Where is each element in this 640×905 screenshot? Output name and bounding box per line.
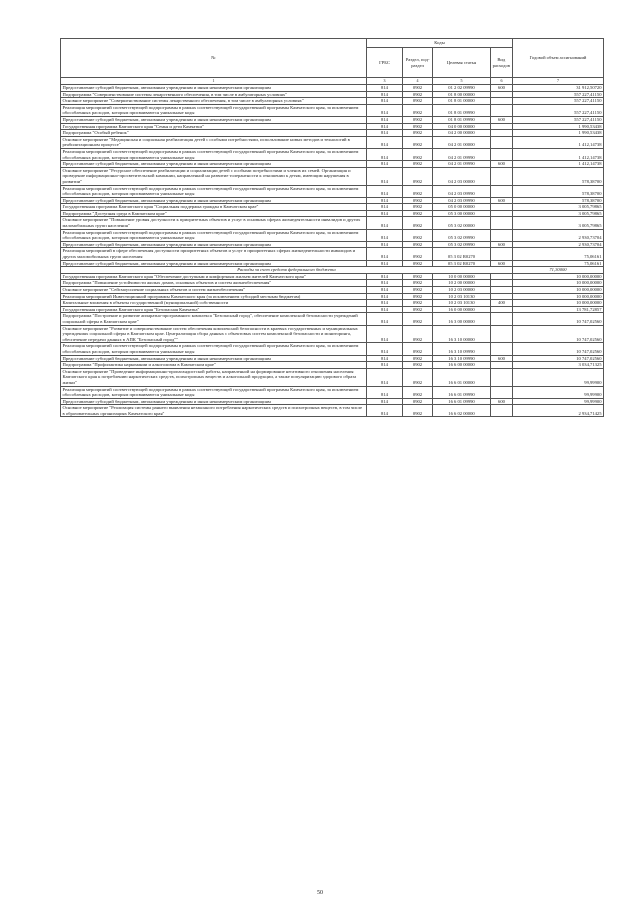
header-razdel: Раздел, под-раздел xyxy=(403,48,433,77)
row-amount: 10 000,00000 xyxy=(513,280,604,287)
row-name: Реализация мероприятий соответствующей подпрограммы в рамках соответствующей государственной программы Камчатского края, за исключением обособленных расходов, которым присваиваются уникальные коды xyxy=(61,386,367,398)
row-grbs: 814 xyxy=(367,204,403,211)
row-amount: 2 930,73704 xyxy=(513,229,604,241)
header-grbs: ГРБС xyxy=(367,48,403,77)
row-name: Предоставление субсидий бюджетным, автономным учреждениям и иным некоммерческим организациям xyxy=(61,355,367,362)
col-num-7: 7 xyxy=(513,78,604,85)
row-amount: 10 000,00000 xyxy=(513,293,604,300)
row-name: Реализация мероприятий соответствующей подпрограммы в рамках соответствующей государственной программы Камчатского края, за исключением обособленных расходов, которым присваиваются уникальные коды xyxy=(61,104,367,116)
row-razdel: 0902 xyxy=(403,260,433,267)
table-header-row xyxy=(61,39,604,78)
row-amount: 10 000,00000 xyxy=(513,287,604,294)
table-row xyxy=(61,260,604,267)
table-row xyxy=(61,313,604,325)
table-row xyxy=(61,405,604,417)
row-grbs: 814 xyxy=(367,287,403,294)
row-grbs: 814 xyxy=(367,260,403,267)
row-grbs: 814 xyxy=(367,91,403,98)
row-vid: 600 xyxy=(491,398,513,405)
table-row xyxy=(61,217,604,229)
row-vid xyxy=(491,325,513,343)
table-note-row xyxy=(61,267,604,274)
row-vid xyxy=(491,343,513,355)
row-name: Государственная программа Камчатского края "Обеспечение доступным и комфортным жильем жителей Камчатского края" xyxy=(61,273,367,280)
table-row xyxy=(61,368,604,386)
row-vid: 600 xyxy=(491,260,513,267)
column-number-row xyxy=(61,78,604,85)
row-amount: 1 412,14738 xyxy=(513,136,604,148)
row-amount: 1 412,14738 xyxy=(513,161,604,168)
row-grbs: 814 xyxy=(367,313,403,325)
row-target: 16 3 10 09990 xyxy=(433,343,491,355)
row-razdel: 0902 xyxy=(403,229,433,241)
row-razdel: 0902 xyxy=(403,293,433,300)
row-amount: 10 000,00000 xyxy=(513,300,604,307)
row-name: Предоставление субсидий бюджетным, автономным учреждениям и иным некоммерческим организациям xyxy=(61,398,367,405)
row-target: 10 2 03 10130 xyxy=(433,300,491,307)
row-name: Подпрограмма "Особый ребенок" xyxy=(61,130,367,137)
row-vid xyxy=(491,167,513,185)
row-amount: 10 747,02560 xyxy=(513,355,604,362)
row-vid xyxy=(491,362,513,369)
note-text: Расходы за счет средств федерального бюджета xyxy=(61,267,513,274)
row-target: 01 8 01 09990 xyxy=(433,104,491,116)
header-codes xyxy=(367,39,513,78)
row-razdel: 0902 xyxy=(403,405,433,417)
row-name: Предоставление субсидий бюджетным, автономным учреждениям и иным некоммерческим организациям xyxy=(61,161,367,168)
row-amount: 578,38700 xyxy=(513,167,604,185)
row-vid xyxy=(491,386,513,398)
table-row xyxy=(61,197,604,204)
row-target: 05 3 02 R0270 xyxy=(433,260,491,267)
row-razdel: 0902 xyxy=(403,241,433,248)
table-row xyxy=(61,398,604,405)
row-name: Реализация мероприятий соответствующей подпрограммы в рамках соответствующей государственной программы Камчатского края, за исключением обособленных расходов, которым присваиваются уникальные коды xyxy=(61,343,367,355)
row-razdel: 0902 xyxy=(403,287,433,294)
row-vid xyxy=(491,293,513,300)
row-name: Капитальные вложения в объекты государственной (муниципальной) собственности xyxy=(61,300,367,307)
row-name: Подпрограмма "Профилактика наркомании и алкоголизма в Камчатском крае" xyxy=(61,362,367,369)
row-amount: 578,38700 xyxy=(513,185,604,197)
table-row xyxy=(61,386,604,398)
row-razdel: 0902 xyxy=(403,217,433,229)
row-grbs: 814 xyxy=(367,405,403,417)
table-row xyxy=(61,123,604,130)
row-name: Основное мероприятие "Медицинская и социальная реабилитация детей с особыми потребностями, использование новых методов и технологий в реабилитационном процессе" xyxy=(61,136,367,148)
row-target: 04 2 03 09990 xyxy=(433,185,491,197)
row-razdel: 0902 xyxy=(403,123,433,130)
row-target: 01 8 00 00000 xyxy=(433,91,491,98)
table-row xyxy=(61,204,604,211)
table-row xyxy=(61,362,604,369)
row-vid: 600 xyxy=(491,116,513,123)
row-vid xyxy=(491,273,513,280)
row-vid xyxy=(491,229,513,241)
row-grbs: 814 xyxy=(367,197,403,204)
row-amount: 3 005,79865 xyxy=(513,204,604,211)
budget-sheet xyxy=(60,38,603,876)
row-target: 16 3 00 00000 xyxy=(433,313,491,325)
row-name: Реализация мероприятий соответствующей подпрограммы в рамках соответствующей государственной программы Камчатского края, за исключением обособленных расходов, которым присваиваются уникальные коды xyxy=(61,148,367,160)
row-name: Реализация мероприятий соответствующей подпрограммы в рамках соответствующей государственной программы Камчатского края, за исключением обособленных расходов, которым присваиваются уникальные коды xyxy=(61,229,367,241)
row-amount: 2 930,73704 xyxy=(513,241,604,248)
row-razdel: 0902 xyxy=(403,210,433,217)
row-grbs: 814 xyxy=(367,248,403,260)
table-row xyxy=(61,325,604,343)
row-name: Государственная программа Камчатского края "Безопасная Камчатка" xyxy=(61,306,367,313)
row-target: 05 3 02 R0270 xyxy=(433,248,491,260)
table-row xyxy=(61,273,604,280)
row-target: 10 0 00 00000 xyxy=(433,273,491,280)
row-razdel: 0902 xyxy=(403,280,433,287)
row-name: Подпрограмма "Повышение устойчивости жилых домов, основных объектов и систем жизнеобеспечения" xyxy=(61,280,367,287)
row-razdel: 0902 xyxy=(403,204,433,211)
col-num-5: 5 xyxy=(433,78,491,85)
row-vid xyxy=(491,148,513,160)
row-amount: 1 412,14738 xyxy=(513,148,604,160)
row-name: Предоставление субсидий бюджетным, автономным учреждениям и иным некоммерческим организациям xyxy=(61,85,367,92)
row-grbs: 814 xyxy=(367,161,403,168)
row-razdel: 0902 xyxy=(403,386,433,398)
row-razdel: 0902 xyxy=(403,98,433,105)
row-amount: 3 005,79865 xyxy=(513,210,604,217)
col-num-3: 3 xyxy=(367,78,403,85)
row-grbs: 814 xyxy=(367,167,403,185)
row-vid xyxy=(491,123,513,130)
row-name: Предоставление субсидий бюджетным, автономным учреждениям и иным некоммерческим организациям xyxy=(61,260,367,267)
table-row xyxy=(61,287,604,294)
row-razdel: 0902 xyxy=(403,368,433,386)
row-vid xyxy=(491,280,513,287)
row-target: 05 0 00 00000 xyxy=(433,204,491,211)
row-target: 10 2 00 00000 xyxy=(433,280,491,287)
row-vid xyxy=(491,313,513,325)
table-row xyxy=(61,306,604,313)
row-amount: 10 747,02560 xyxy=(513,343,604,355)
row-target: 16 0 00 00000 xyxy=(433,306,491,313)
table-row xyxy=(61,293,604,300)
row-vid xyxy=(491,204,513,211)
row-grbs: 814 xyxy=(367,130,403,137)
row-vid xyxy=(491,248,513,260)
row-vid xyxy=(491,185,513,197)
row-vid xyxy=(491,210,513,217)
row-amount: 1 990,53438 xyxy=(513,123,604,130)
row-grbs: 814 xyxy=(367,273,403,280)
row-vid xyxy=(491,130,513,137)
col-num-6: 6 xyxy=(491,78,513,85)
row-amount: 1 990,53438 xyxy=(513,130,604,137)
header-vid: Вид расходов xyxy=(492,56,510,68)
row-vid: 600 xyxy=(491,355,513,362)
row-razdel: 0902 xyxy=(403,362,433,369)
table-row xyxy=(61,343,604,355)
table-row xyxy=(61,104,604,116)
row-razdel: 0902 xyxy=(403,104,433,116)
row-grbs: 814 xyxy=(367,123,403,130)
row-vid xyxy=(491,368,513,386)
row-grbs: 814 xyxy=(367,280,403,287)
row-amount: 2 934,71425 xyxy=(513,405,604,417)
row-razdel: 0902 xyxy=(403,325,433,343)
row-target: 16 6 01 09990 xyxy=(433,398,491,405)
row-target: 04 2 01 09990 xyxy=(433,161,491,168)
row-amount: 10 000,00000 xyxy=(513,273,604,280)
table-row xyxy=(61,161,604,168)
row-amount: 557 227,41150 xyxy=(513,116,604,123)
row-grbs: 814 xyxy=(367,185,403,197)
row-vid: 600 xyxy=(491,161,513,168)
header-target: Целевая статья xyxy=(433,48,490,77)
row-vid xyxy=(491,91,513,98)
header-codes-group: Коды xyxy=(367,39,512,48)
row-razdel: 0902 xyxy=(403,273,433,280)
row-razdel: 0902 xyxy=(403,248,433,260)
budget-table-body xyxy=(61,39,604,417)
row-grbs: 814 xyxy=(367,104,403,116)
row-grbs: 814 xyxy=(367,306,403,313)
table-row xyxy=(61,85,604,92)
row-razdel: 0902 xyxy=(403,85,433,92)
row-target: 16 3 10 00000 xyxy=(433,325,491,343)
row-grbs: 814 xyxy=(367,98,403,105)
row-name: Реализация мероприятий Инвестиционной программы Камчатского края (за исключением субсидий местным бюджетам) xyxy=(61,293,367,300)
row-vid: 600 xyxy=(491,85,513,92)
table-row xyxy=(61,148,604,160)
row-grbs: 814 xyxy=(367,241,403,248)
row-target: 05 3 02 09990 xyxy=(433,241,491,248)
row-target: 01 8 01 00000 xyxy=(433,98,491,105)
row-name: Подпрограмма "Построение и развитие аппаратно-программного комплекса "Безопасный город", обеспечение комплексной безопасности учреждений социальной сферы в Камчатском крае" xyxy=(61,313,367,325)
row-vid: 600 xyxy=(491,241,513,248)
row-name: Основное мероприятие "Совершенствование системы лекарственного обеспечения, в том числе в амбулаторных условиях" xyxy=(61,98,367,105)
row-razdel: 0902 xyxy=(403,130,433,137)
row-razdel: 0902 xyxy=(403,355,433,362)
note-amount: 71,30000 xyxy=(513,267,604,274)
row-target: 16 6 02 00000 xyxy=(433,405,491,417)
row-vid xyxy=(491,98,513,105)
row-vid: 400 xyxy=(491,300,513,307)
page-number: 50 xyxy=(317,890,323,896)
row-vid xyxy=(491,306,513,313)
table-row xyxy=(61,167,604,185)
row-grbs: 814 xyxy=(367,116,403,123)
row-target: 16 3 10 09990 xyxy=(433,355,491,362)
table-row xyxy=(61,280,604,287)
row-amount: 99,99900 xyxy=(513,386,604,398)
row-target: 10 2 03 00000 xyxy=(433,287,491,294)
row-grbs: 814 xyxy=(367,210,403,217)
row-name: Основное мероприятие "Сейсмоусиление социальных объектов и систем жизнеобеспечения" xyxy=(61,287,367,294)
row-name: Предоставление субсидий бюджетным, автономным учреждениям и иным некоммерческим организациям xyxy=(61,116,367,123)
table-row xyxy=(61,136,604,148)
row-name: Предоставление субсидий бюджетным, автономным учреждениям и иным некоммерческим организациям xyxy=(61,197,367,204)
row-name: Подпрограмма "Совершенствование системы лекарственного обеспечения, в том числе в амбулаторных условиях" xyxy=(61,91,367,98)
row-name: Основное мероприятие "Проведение информационно-пропагандистской работы, направленной на формирование негативного отношения населения Камчатского края к потреблению наркотических средств, психотропных веществ и алкогольной продукции, а также популяризацию здорового образа жизни" xyxy=(61,368,367,386)
table-row xyxy=(61,355,604,362)
row-amount: 3 005,79865 xyxy=(513,217,604,229)
row-name: Подпрограмма "Доступная среда в Камчатском крае" xyxy=(61,210,367,217)
row-grbs: 814 xyxy=(367,386,403,398)
row-grbs: 814 xyxy=(367,398,403,405)
row-amount: 99,99900 xyxy=(513,398,604,405)
table-row xyxy=(61,241,604,248)
row-target: 04 2 03 00000 xyxy=(433,167,491,185)
header-amount: Годовой объем ассигнований xyxy=(513,39,604,78)
table-row xyxy=(61,210,604,217)
table-row xyxy=(61,185,604,197)
row-razdel: 0902 xyxy=(403,300,433,307)
row-amount: 75,06161 xyxy=(513,260,604,267)
row-amount: 99,99900 xyxy=(513,368,604,386)
row-target: 05 3 02 09990 xyxy=(433,229,491,241)
row-razdel: 0902 xyxy=(403,398,433,405)
row-name: Реализация мероприятий в сфере обеспечения доступности приоритетных объектов и услуг в приоритетных сферах жизнедеятельности инвалидов и других маломобильных групп населения xyxy=(61,248,367,260)
row-vid: 600 xyxy=(491,197,513,204)
row-grbs: 814 xyxy=(367,325,403,343)
row-razdel: 0902 xyxy=(403,136,433,148)
row-target: 10 2 03 10130 xyxy=(433,293,491,300)
row-target: 16 6 00 00000 xyxy=(433,362,491,369)
row-amount: 75,06161 xyxy=(513,248,604,260)
row-target: 04 2 01 00000 xyxy=(433,136,491,148)
row-target: 05 3 02 00000 xyxy=(433,217,491,229)
row-amount: 13 781,72857 xyxy=(513,306,604,313)
row-amount: 10 747,02560 xyxy=(513,313,604,325)
table-row xyxy=(61,229,604,241)
row-razdel: 0902 xyxy=(403,116,433,123)
row-amount: 10 747,02560 xyxy=(513,325,604,343)
row-grbs: 814 xyxy=(367,217,403,229)
row-target: 01 2 02 09990 xyxy=(433,85,491,92)
row-name: Государственная программа Камчатского края "Семья и дети Камчатки" xyxy=(61,123,367,130)
table-row xyxy=(61,130,604,137)
row-razdel: 0902 xyxy=(403,343,433,355)
row-grbs: 814 xyxy=(367,343,403,355)
row-grbs: 814 xyxy=(367,368,403,386)
row-razdel: 0902 xyxy=(403,197,433,204)
row-target: 04 2 01 09990 xyxy=(433,148,491,160)
header-num: № xyxy=(61,39,367,78)
row-name: Предоставление субсидий бюджетным, автономным учреждениям и иным некоммерческим организациям xyxy=(61,241,367,248)
table-row xyxy=(61,98,604,105)
row-grbs: 814 xyxy=(367,355,403,362)
row-name: Реализация мероприятий соответствующей подпрограммы в рамках соответствующей государственной программы Камчатского края, за исключением обособленных расходов, которым присваиваются уникальные коды xyxy=(61,185,367,197)
row-grbs: 814 xyxy=(367,148,403,160)
row-razdel: 0902 xyxy=(403,91,433,98)
row-razdel: 0902 xyxy=(403,313,433,325)
row-amount: 557 227,41150 xyxy=(513,104,604,116)
table-row xyxy=(61,248,604,260)
row-razdel: 0902 xyxy=(403,148,433,160)
row-razdel: 0902 xyxy=(403,306,433,313)
row-amount: 3 034,71325 xyxy=(513,362,604,369)
row-grbs: 814 xyxy=(367,300,403,307)
col-num-4: 4 xyxy=(403,78,433,85)
row-grbs: 814 xyxy=(367,293,403,300)
row-target: 01 8 01 09990 xyxy=(433,116,491,123)
budget-table xyxy=(60,38,604,417)
row-grbs: 814 xyxy=(367,362,403,369)
row-target: 04 2 00 00000 xyxy=(433,130,491,137)
row-target: 05 3 00 00000 xyxy=(433,210,491,217)
row-amount: 557 227,41150 xyxy=(513,91,604,98)
row-vid xyxy=(491,104,513,116)
row-vid xyxy=(491,217,513,229)
row-grbs: 814 xyxy=(367,85,403,92)
table-row xyxy=(61,116,604,123)
row-amount: 557 227,41150 xyxy=(513,98,604,105)
row-razdel: 0902 xyxy=(403,167,433,185)
row-vid xyxy=(491,287,513,294)
row-amount: 578,38700 xyxy=(513,197,604,204)
row-razdel: 0902 xyxy=(403,185,433,197)
row-name: Основное мероприятие "Реализация системы раннего выявления незаконного потребления наркотических средств и психотропных веществ, в том числе в образовательных организациях Камчатского края" xyxy=(61,405,367,417)
row-grbs: 814 xyxy=(367,136,403,148)
row-name: Основное мероприятие "Развитие и совершенствование систем обеспечения комплексной безопасности в краевых государственных и муниципальных учреждениях социальной сферы в Камчатском крае. Централизация сбора данных с объектовых систем комплексной безопасности и мониторинга, обеспечение передачи данных в АПК "Безопасный город"" xyxy=(61,325,367,343)
table-row xyxy=(61,91,604,98)
row-amount: 31 912,50720 xyxy=(513,85,604,92)
row-name: Государственная программа Камчатского края "Социальная поддержка граждан в Камчатском крае" xyxy=(61,204,367,211)
table-row xyxy=(61,300,604,307)
row-name: Основное мероприятие "Повышение уровня доступности к приоритетных объектов и услуг в основных сферах жизнедеятельности инвалидов и других маломобильных групп населения" xyxy=(61,217,367,229)
row-razdel: 0902 xyxy=(403,161,433,168)
row-target: 16 6 01 09990 xyxy=(433,386,491,398)
row-vid xyxy=(491,405,513,417)
row-target: 04 0 00 00000 xyxy=(433,123,491,130)
row-vid xyxy=(491,136,513,148)
row-name: Основное мероприятие "Ресурсное обеспечение реабилитации и социализации детей с особыми потребностями и членов их семей. Организация и проведение информационно-просветительской кампании, направленной на развитие толерантности к отношении к детям, имеющим нарушения в развитии" xyxy=(61,167,367,185)
col-num-1: 1 xyxy=(61,78,367,85)
row-grbs: 814 xyxy=(367,229,403,241)
row-target: 04 2 03 09990 xyxy=(433,197,491,204)
row-target: 16 6 01 00000 xyxy=(433,368,491,386)
